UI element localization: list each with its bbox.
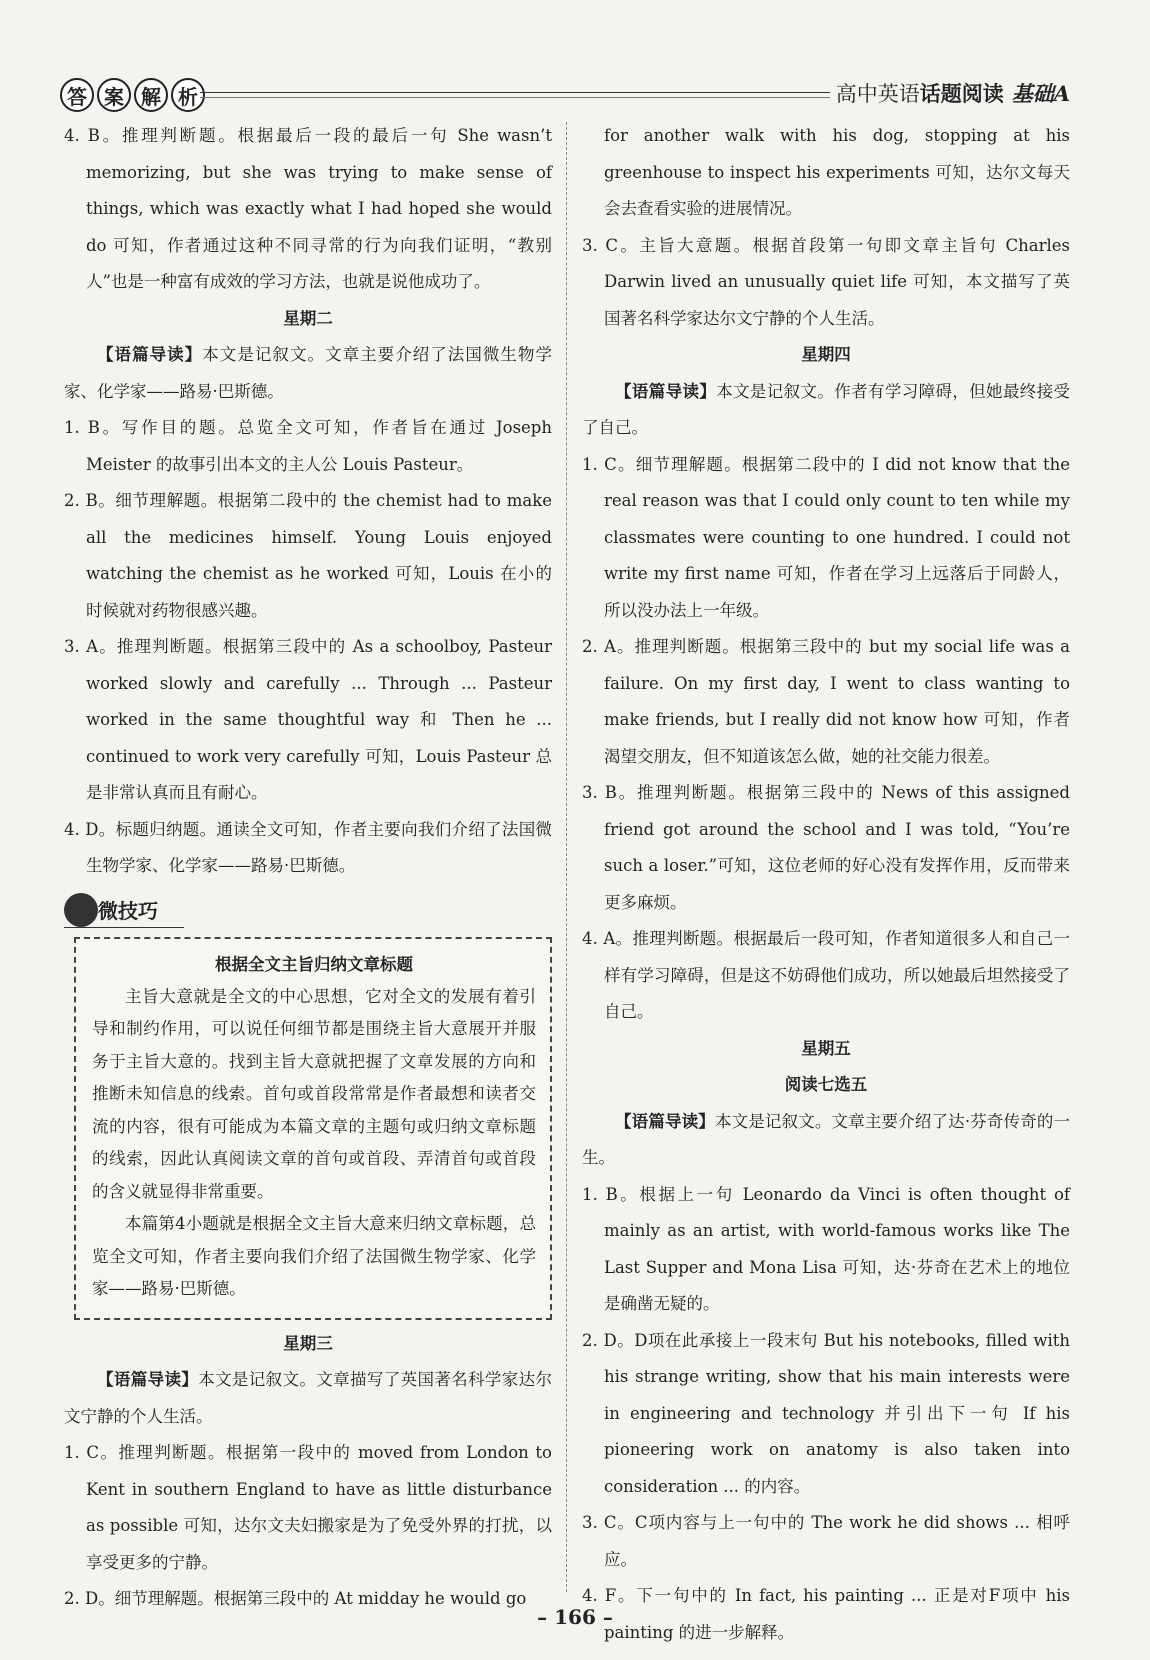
page-header [60, 78, 1070, 112]
guide-text: 本文是记叙文。文章主要介绍了达·芬奇传奇的一生。 [582, 1111, 1071, 1167]
tip-paragraph: 本篇第4小题就是根据全文主旨大意来归纳文章标题，总览全文可知，作者主要向我们介绍了法国微生物学家、化学家——路易·巴斯德。 [92, 1214, 536, 1298]
answer-item: 4. B。推理判断题。根据最后一段的最后一句 She wasn’t memorizing, but she was trying to make sense of things, which was exactly what I had hoped she would do 可知，作者通过这种不同寻常的行为向我们证明，“教别人”也是一种富有成效的学习方法，也就是说他成功了。 [64, 126, 552, 291]
answer-item: 1. B。根据上一句 Leonardo da Vinci is often thought of mainly as an artist, with world-famous works like The Last Supper and Mona Lisa 可知，达·芬奇在艺术上的地位是确凿无疑的。 [582, 1184, 1070, 1313]
answer-item: 4. F。下一句中的 In fact, his painting ... 正是对F项中 his painting 的进一步解释。 [582, 1586, 1070, 1642]
tip-label: 微技巧 [98, 898, 158, 923]
day-heading: 星期二 [283, 308, 333, 328]
answer-item: 2. D。D项在此承接上一段末句 But his notebooks, filled with his strange writing, show that his main interests were in engineering and technology 并引出下一句 If his pioneering work on anatomy is also taken into consideration ... 的内容。 [582, 1330, 1070, 1496]
title-prefix: 高中英语 [835, 82, 920, 106]
answer-item: 3. A。推理判断题。根据第三段中的 As a schoolboy, Pasteur worked slowly and carefully ... Through ... Pasteur worked in the same thoughtful way 和 Then he ... continued to work very carefully 可知，Louis Pasteur 总是非常认真而且有耐心。 [64, 637, 552, 802]
answer-continuation: for another walk with his dog, stopping at his greenhouse to inspect his experiments 可知，达尔文每天会去查看实验的进展情况。 [604, 126, 1070, 218]
guide-text: 本文是记叙文。作者有学习障碍，但她最终接受了自己。 [582, 381, 1071, 437]
reading-guide [582, 1104, 1070, 1177]
brand-char: 析 [171, 78, 205, 112]
column-divider [566, 122, 567, 1592]
answer-item: 1. C。推理判断题。根据第一段中的 moved from London to Kent in southern England to have as little disturbance as possible 可知，达尔文夫妇搬家是为了免受外界的打扰，以享受更多的宁静。 [64, 1443, 552, 1572]
header-rule [200, 92, 830, 93]
guide-label: 【语篇导读】 [615, 381, 717, 401]
day-heading: 星期三 [283, 1333, 333, 1353]
section-subheading: 阅读七选五 [784, 1075, 868, 1094]
reading-guide [64, 337, 552, 410]
tip-paragraph: 主旨大意就是全文的中心思想，它对全文的发展有着引导和制约作用，可以说任何细节都是围绕主旨大意展开并服务于主旨大意的。找到主旨大意就把握了文章发展的方向和推断未知信息的线索。首句或首段常常是作者最想和读者交流的内容，很有可能成为本篇文章的主题句或归纳文章标题的线索，因此认真阅读文章的首句或首段、弄清首句或首段的含义就显得非常重要。 [92, 986, 536, 1201]
brand-char: 解 [134, 78, 168, 112]
brand-char: 案 [97, 78, 131, 112]
title-bold: 话题阅读 [919, 82, 1004, 106]
guide-text: 本文是记叙文。文章主要介绍了法国微生物学家、化学家——路易·巴斯德。 [64, 345, 553, 401]
book-title [836, 78, 1070, 108]
header-rule [200, 97, 830, 98]
answer-item: 3. C。C项内容与上一句中的 The work he did shows ... 相呼应。 [582, 1513, 1070, 1569]
day-heading: 星期五 [801, 1038, 851, 1058]
tip-badge-icon [64, 893, 98, 927]
answer-item: 2. D。细节理解题。根据第三段中的 At midday he would go [64, 1589, 527, 1608]
tip-header [64, 889, 552, 929]
answer-item: 2. B。细节理解题。根据第二段中的 the chemist had to make all the medicines himself. Young Louis enjoyed watching the chemist as he worked 可知，Louis 在小的时候就对药物很感兴趣。 [64, 491, 552, 620]
guide-label: 【语篇导读】 [97, 345, 203, 364]
tip-underline [64, 927, 184, 928]
reading-guide [582, 374, 1070, 447]
answer-item: 3. C。主旨大意题。根据首段第一句即文章主旨句 Charles Darwin lived an unusually quiet life 可知，本文描写了英国著名科学家达尔文宁静的个人生活。 [582, 235, 1070, 328]
brand-logo [60, 78, 205, 112]
answer-item: 1. C。细节理解题。根据第二段中的 I did not know that the real reason was that I could only count to ten while my classmates were counting to one hundred. I could not write my first name 可知，作者在学习上远落后于同龄人，所以没办法上一年级。 [582, 454, 1070, 620]
tip-title: 根据全文主旨归纳文章标题 [215, 954, 413, 974]
answer-item: 4. A。推理判断题。根据最后一段可知，作者知道很多人和自己一样有学习障碍，但是这不妨碍他们成功，所以她最后坦然接受了自己。 [582, 929, 1070, 1021]
answer-item: 3. B。推理判断题。根据第三段中的 News of this assigned friend got around the school and I was told, “You’re such a loser.”可知，这位老师的好心没有发挥作用，反而带来更多麻烦。 [582, 783, 1070, 912]
guide-text: 本文是记叙文。文章描写了英国著名科学家达尔文宁静的个人生活。 [64, 1370, 553, 1426]
answer-item: 1. B。写作目的题。总览全文可知，作者旨在通过 Joseph Meister 的故事引出本文的主人公 Louis Pasteur。 [64, 418, 552, 474]
page-number: – 166 – [537, 1605, 613, 1629]
brand-char: 答 [60, 78, 94, 112]
day-heading: 星期四 [801, 345, 851, 364]
level-label: 基础A [1011, 81, 1070, 106]
guide-label: 【语篇导读】 [615, 1111, 715, 1131]
tip-box [74, 937, 552, 1320]
reading-guide [64, 1362, 552, 1435]
guide-label: 【语篇导读】 [97, 1370, 199, 1389]
answer-item: 2. A。推理判断题。根据第三段中的 but my social life was a failure. On my first day, I went to class wanting to make friends, but I really did not know how 可知，作者渴望交朋友，但不知道该怎么做，她的社交能力很差。 [582, 637, 1070, 766]
answer-item: 4. D。标题归纳题。通读全文可知，作者主要向我们介绍了法国微生物学家、化学家——路易·巴斯德。 [64, 819, 552, 875]
right-column [582, 118, 1070, 1651]
left-column [64, 118, 552, 1618]
